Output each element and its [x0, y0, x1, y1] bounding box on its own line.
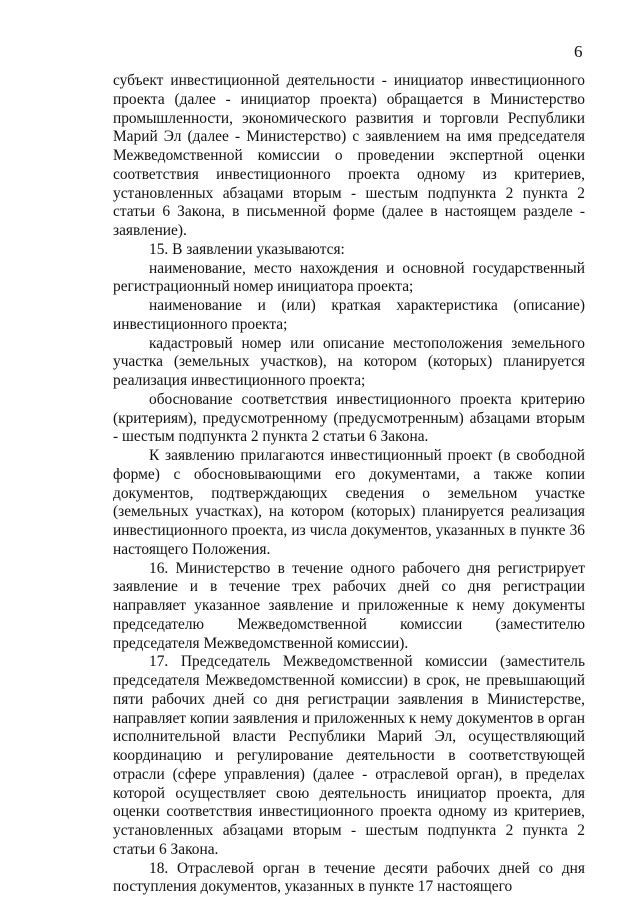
paragraph-item-15: 15. В заявлении указываются: — [149, 240, 345, 258]
paragraph-attachments: К заявлению прилагаются инвестиционный проект (в свободной форме) с обосновывающими его документами, а также копии документов, подтверждающих сведения о земельном участке (земельных участках), на котором (которых) планируется реализация инвестиционного проекта, из числа документов, указанных в пункте 36 настоящего Положения. — [113, 447, 585, 558]
paragraph-list-item: кадастровый номер или описание местоположения земельного участка (земельных участков), на котором (которых) планируется реализация инвестиционного проекта; — [113, 334, 585, 389]
paragraph-item-17: 17. Председатель Межведомственной комиссии (заместитель председателя Межведомственной комиссии) в срок, не превышающий пяти рабочих дней со дня регистрации заявления в Министерстве, направляет копии заявления и приложенных к нему документов в орган исполнительной власти Республики Марий Эл, осуществляющий координацию и регулирование деятельности в соответствующей отрасли (сфере управления) (далее - отраслевой орган), в пределах которой осуществляет свою деятельность инициатор проекта, для оценки соответствия инвестиционного проекта одному из критериев, установленных абзацами вторым - шестым подпункта 2 пункта 2 статьи 6 Закона. — [113, 653, 585, 858]
paragraph-item-18: 18. Отраслевой орган в течение десяти рабочих дней со дня поступления документов, указанных в пункте 17 настоящего — [113, 859, 585, 896]
paragraph-continuation: субъект инвестиционной деятельности - инициатор инвестиционного проекта (далее - инициатор проекта) обращается в Министерство промышленности, экономического развития и торговли Республики Марий Эл (далее - Министерство) с заявлением на имя председателя Межведомственной комиссии о проведении экспертной оценки соответствия инвестиционного проекта одному из критериев, установленных абзацами вторым - шестым подпункта 2 пункта 2 статьи 6 Закона, в письменной форме (далее в настоящем разделе - заявление). — [113, 72, 585, 239]
paragraph-list-item: наименование, место нахождения и основной государственный регистрационный номер инициатора проекта; — [113, 259, 585, 296]
paragraph-item-16: 16. Министерство в течение одного рабочего дня регистрирует заявление и в течение трех рабочих дней со дня регистрации направляет указанное заявление и приложенные к нему документы председателю Межведомственной комиссии (заместителю председателя Межведомственной комиссии). — [113, 559, 585, 652]
page-number: 6 — [574, 42, 583, 61]
paragraph-list-item: обоснование соответствия инвестиционного проекта критерию (критериям), предусмотренному (предусмотренным) абзацами вторым - шестым подпункта 2 пункта 2 статьи 6 Закона. — [113, 390, 585, 446]
paragraph-list-item: наименование и (или) краткая характеристика (описание) инвестиционного проекта; — [113, 297, 585, 333]
document-body — [113, 72, 585, 897]
